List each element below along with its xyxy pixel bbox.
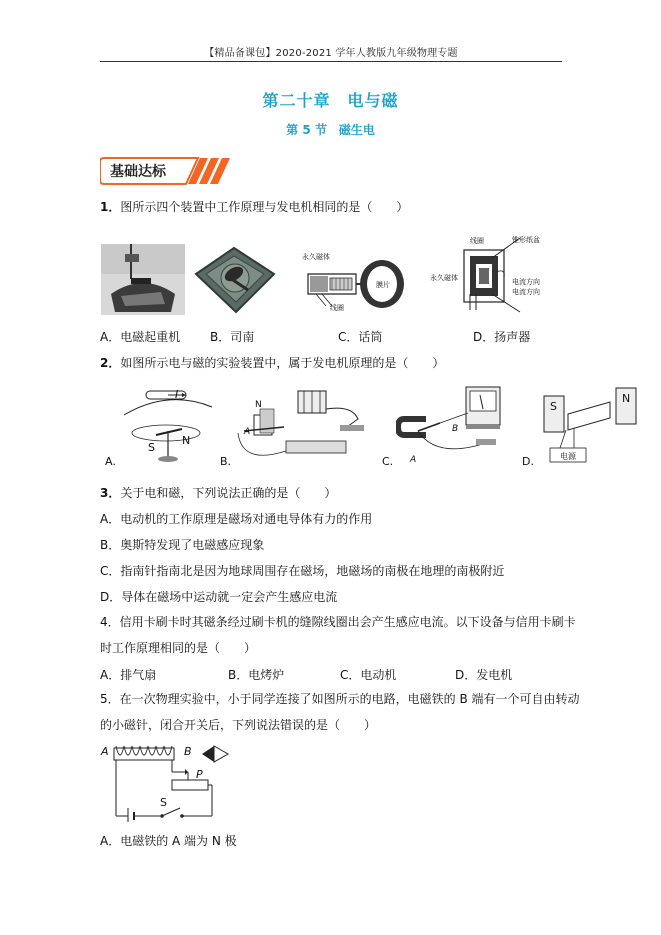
figure-label: D.: [522, 455, 534, 468]
figure-label: C.: [382, 455, 394, 468]
question-number: 4．: [100, 615, 120, 629]
oersted-experiment: [118, 385, 218, 465]
option-c[interactable]: C．电动机: [340, 668, 397, 682]
question-4-cont: [100, 640, 256, 656]
option-b[interactable]: B．奥斯特发现了电磁感应现象: [100, 538, 265, 552]
fig-label: 电流方向: [512, 278, 540, 286]
option-a[interactable]: A．电动机的工作原理是磁场对通电导体有力的作用: [100, 512, 373, 526]
question-text: 如图所示电与磁的实验装置中，属于发电机原理的是（ ）: [120, 356, 445, 370]
header-rule: [100, 61, 562, 62]
option-d[interactable]: D．发电机: [455, 668, 513, 682]
fig-label: 永久磁体: [430, 274, 458, 282]
question-3: [100, 485, 336, 501]
question-5: [100, 691, 580, 707]
point-label: A: [410, 455, 417, 465]
question-text: 关于电和磁，下列说法正确的是（ ）: [120, 486, 337, 500]
question-2: [100, 355, 444, 371]
question-text-line1: 信用卡刷卡时其磁条经过刷卡机的缝隙线圈出会产生感应电流。以下设备与信用卡刷卡: [119, 615, 576, 629]
fig-label: 永久磁体: [302, 253, 330, 261]
figure-label: A.: [105, 455, 116, 468]
chapter-title: 第二十章 电与磁: [262, 91, 399, 110]
pole-label: N: [255, 400, 262, 410]
banner-label: 基础达标: [110, 164, 166, 180]
page-header: 【精品备课包】2020-2021 学年人教版九年级物理专题: [204, 48, 458, 59]
option-d[interactable]: D．导体在磁场中运动就一定会产生感应电流: [100, 590, 338, 604]
rheostat-label: P: [196, 768, 203, 781]
option-a[interactable]: A．电磁起重机: [100, 330, 181, 344]
question-text-line2: 时工作原理相同的是（ ）: [100, 641, 257, 655]
end-label-a: A: [101, 745, 109, 758]
pole-label: N: [622, 392, 631, 405]
question-number: 1．: [100, 200, 121, 214]
pole-label: S: [550, 400, 557, 413]
electromagnet-circuit: [102, 742, 242, 822]
pole-label: N: [182, 434, 191, 447]
option-a[interactable]: A．排气扇: [100, 668, 157, 682]
sinan-figure: [190, 244, 278, 316]
fig-label: 电流方向: [512, 288, 540, 296]
question-number: 3．: [100, 486, 121, 500]
motor-experiment: [232, 385, 372, 467]
question-5-cont: [100, 717, 376, 733]
question-text-line2: 的小磁针，闭合开关后，下列说法错误的是（ ）: [100, 718, 377, 732]
fig-label: 线圈: [470, 237, 484, 245]
end-label-b: B: [184, 745, 192, 758]
point-label: B: [452, 424, 459, 434]
crane-photo: [101, 244, 185, 315]
question-4: [100, 614, 576, 630]
option-b[interactable]: B．电烤炉: [228, 668, 285, 682]
option-c[interactable]: C．指南针指南北是因为地球周围存在磁场，地磁场的南极在地理的南极附近: [100, 564, 505, 578]
question-number: 2．: [100, 356, 121, 370]
question-text-line1: 在一次物理实验中，小于同学连接了如图所示的电路，电磁铁的 B 端有一个可自由转动: [119, 692, 580, 706]
option-c[interactable]: C．话筒: [338, 330, 383, 344]
power-label: 电源: [560, 452, 576, 461]
fig-label: 锥形纸盆: [512, 236, 540, 244]
pole-label: S: [148, 441, 155, 454]
figure-label: B.: [220, 455, 232, 468]
current-label: I: [175, 388, 179, 401]
fig-label: 膜片: [376, 281, 390, 289]
option-d[interactable]: D．扬声器: [473, 330, 531, 344]
point-label: A: [244, 427, 251, 437]
generator-experiment: [396, 383, 504, 465]
fig-label: 线圈: [330, 304, 344, 312]
option-b[interactable]: B．司南: [210, 330, 255, 344]
question-number: 5．: [100, 692, 120, 706]
question-text: 图所示四个装置中工作原理与发电机相同的是（ ）: [120, 200, 409, 214]
switch-label: S: [160, 796, 167, 809]
section-title: 第 5 节 磁生电: [286, 123, 375, 137]
question-1: [100, 199, 408, 215]
option-a[interactable]: A．电磁铁的 A 端为 N 极: [100, 834, 237, 848]
